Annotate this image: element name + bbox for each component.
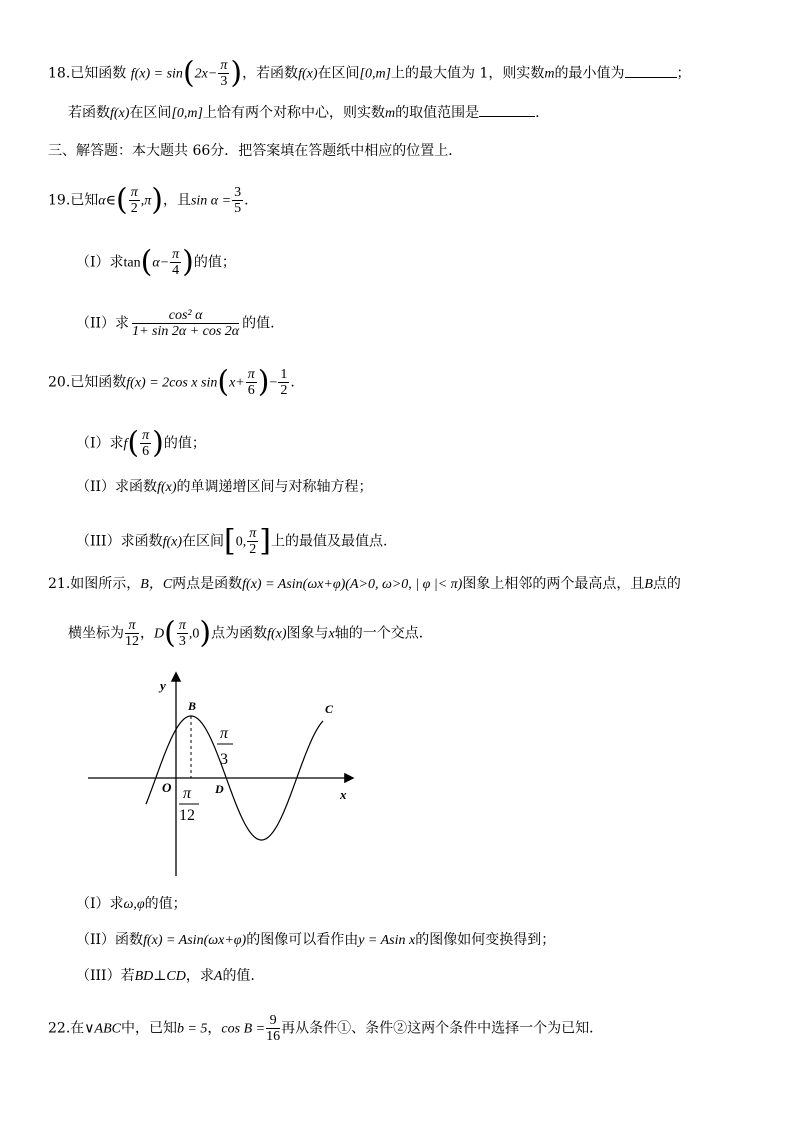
q19-stem: 19.已知α∈( $\frac{\pi}{2}$ ,π)，且sin α = $\frac{3}{5}$ . — [48, 182, 249, 218]
pi-over-12-num: π — [183, 785, 192, 802]
origin-label: O — [162, 780, 172, 795]
point-c-label: C — [325, 702, 334, 716]
q18-number: 18. — [48, 65, 71, 82]
point-d-label: D — [215, 782, 224, 796]
q18-fraction: $\frac{\pi}{3}$ — [220, 58, 228, 89]
answer-blank[interactable] — [479, 116, 535, 117]
q18-function: f(x) = sin — [130, 66, 183, 82]
section-heading: 三、解答题：本大题共 66分．把答案填在答题纸中相应的位置上． — [48, 143, 463, 159]
q18-arg: 2x− — [194, 66, 218, 82]
q18-line2: 若函数f(x)在区间[0,m]上恰有两个对称中心，则实数m的取值范围是 . — [68, 105, 540, 121]
q20-part1: （I）求f( $\frac{\pi}{6}$ )的值； — [76, 425, 206, 461]
q19-part2: （II）求 $\frac{\text{cos² α}}{1+ \sin 2\alpha + \cos 2\alpha}$ 的值. — [76, 308, 275, 339]
x-label: x — [340, 787, 347, 802]
answer-blank[interactable] — [625, 77, 677, 78]
q18-line1: 18.已知函数 f(x) = sin(2x− $\frac{\pi}{3}$ )，若函数f(x)在区间[0,m]上的最大值为 1，则实数m的最小值为 ； — [48, 55, 691, 91]
q21-part1: （I）求ω,φ的值； — [76, 896, 187, 912]
q19-part1: （I）求tan(α− $\frac{\pi}{4}$ )的值； — [76, 244, 236, 280]
sine-graph — [80, 668, 370, 883]
q21-stem-line2: 横坐标为 $\frac{\pi}{12}$ ，D( $\frac{\pi}{3}$ ,0)点为函数f(x)图象与x轴的一个交点． — [68, 615, 433, 651]
q20-part3: （III）求函数f(x)在区间[0, $\frac{\pi}{2}$ ]上的最值及最值点. — [76, 523, 388, 559]
y-label: y — [160, 678, 166, 693]
q20-part2: （II）求函数f(x)的单调递增区间与对称轴方程； — [76, 479, 373, 495]
q20-stem: 20.已知函数f(x) = 2cos x sin(x+ $\frac{\pi}{6}$ )− $\frac{1}{2}$ . — [48, 364, 295, 400]
q21-stem-line1: 21.如图所示，B，C两点是函数f(x) = Asin(ωx+φ)(A>0, ω>0, | φ |< π)图象上相邻的两个最高点，且B点的 — [48, 576, 681, 592]
point-b-label: B — [188, 699, 197, 713]
pi-over-12-den: 12 — [179, 807, 195, 824]
q18-text: 已知函数 — [70, 65, 127, 82]
pi-over-3-num: π — [220, 725, 229, 742]
q22-stem: 22.在∨ABC中，已知b = 5，cos B = $\frac{9}{16}$ 再从条件①、条件②这两个条件中选择一个为已知． — [48, 1013, 604, 1044]
pi-over-3-den: 3 — [220, 751, 228, 768]
q21-part2: （II）函数f(x) = Asin(ωx+φ)的图像可以看作由y = Asin x的图像如何变换得到； — [76, 932, 556, 948]
q21-part3: （III）若BD⊥CD，求A的值. — [76, 968, 255, 984]
